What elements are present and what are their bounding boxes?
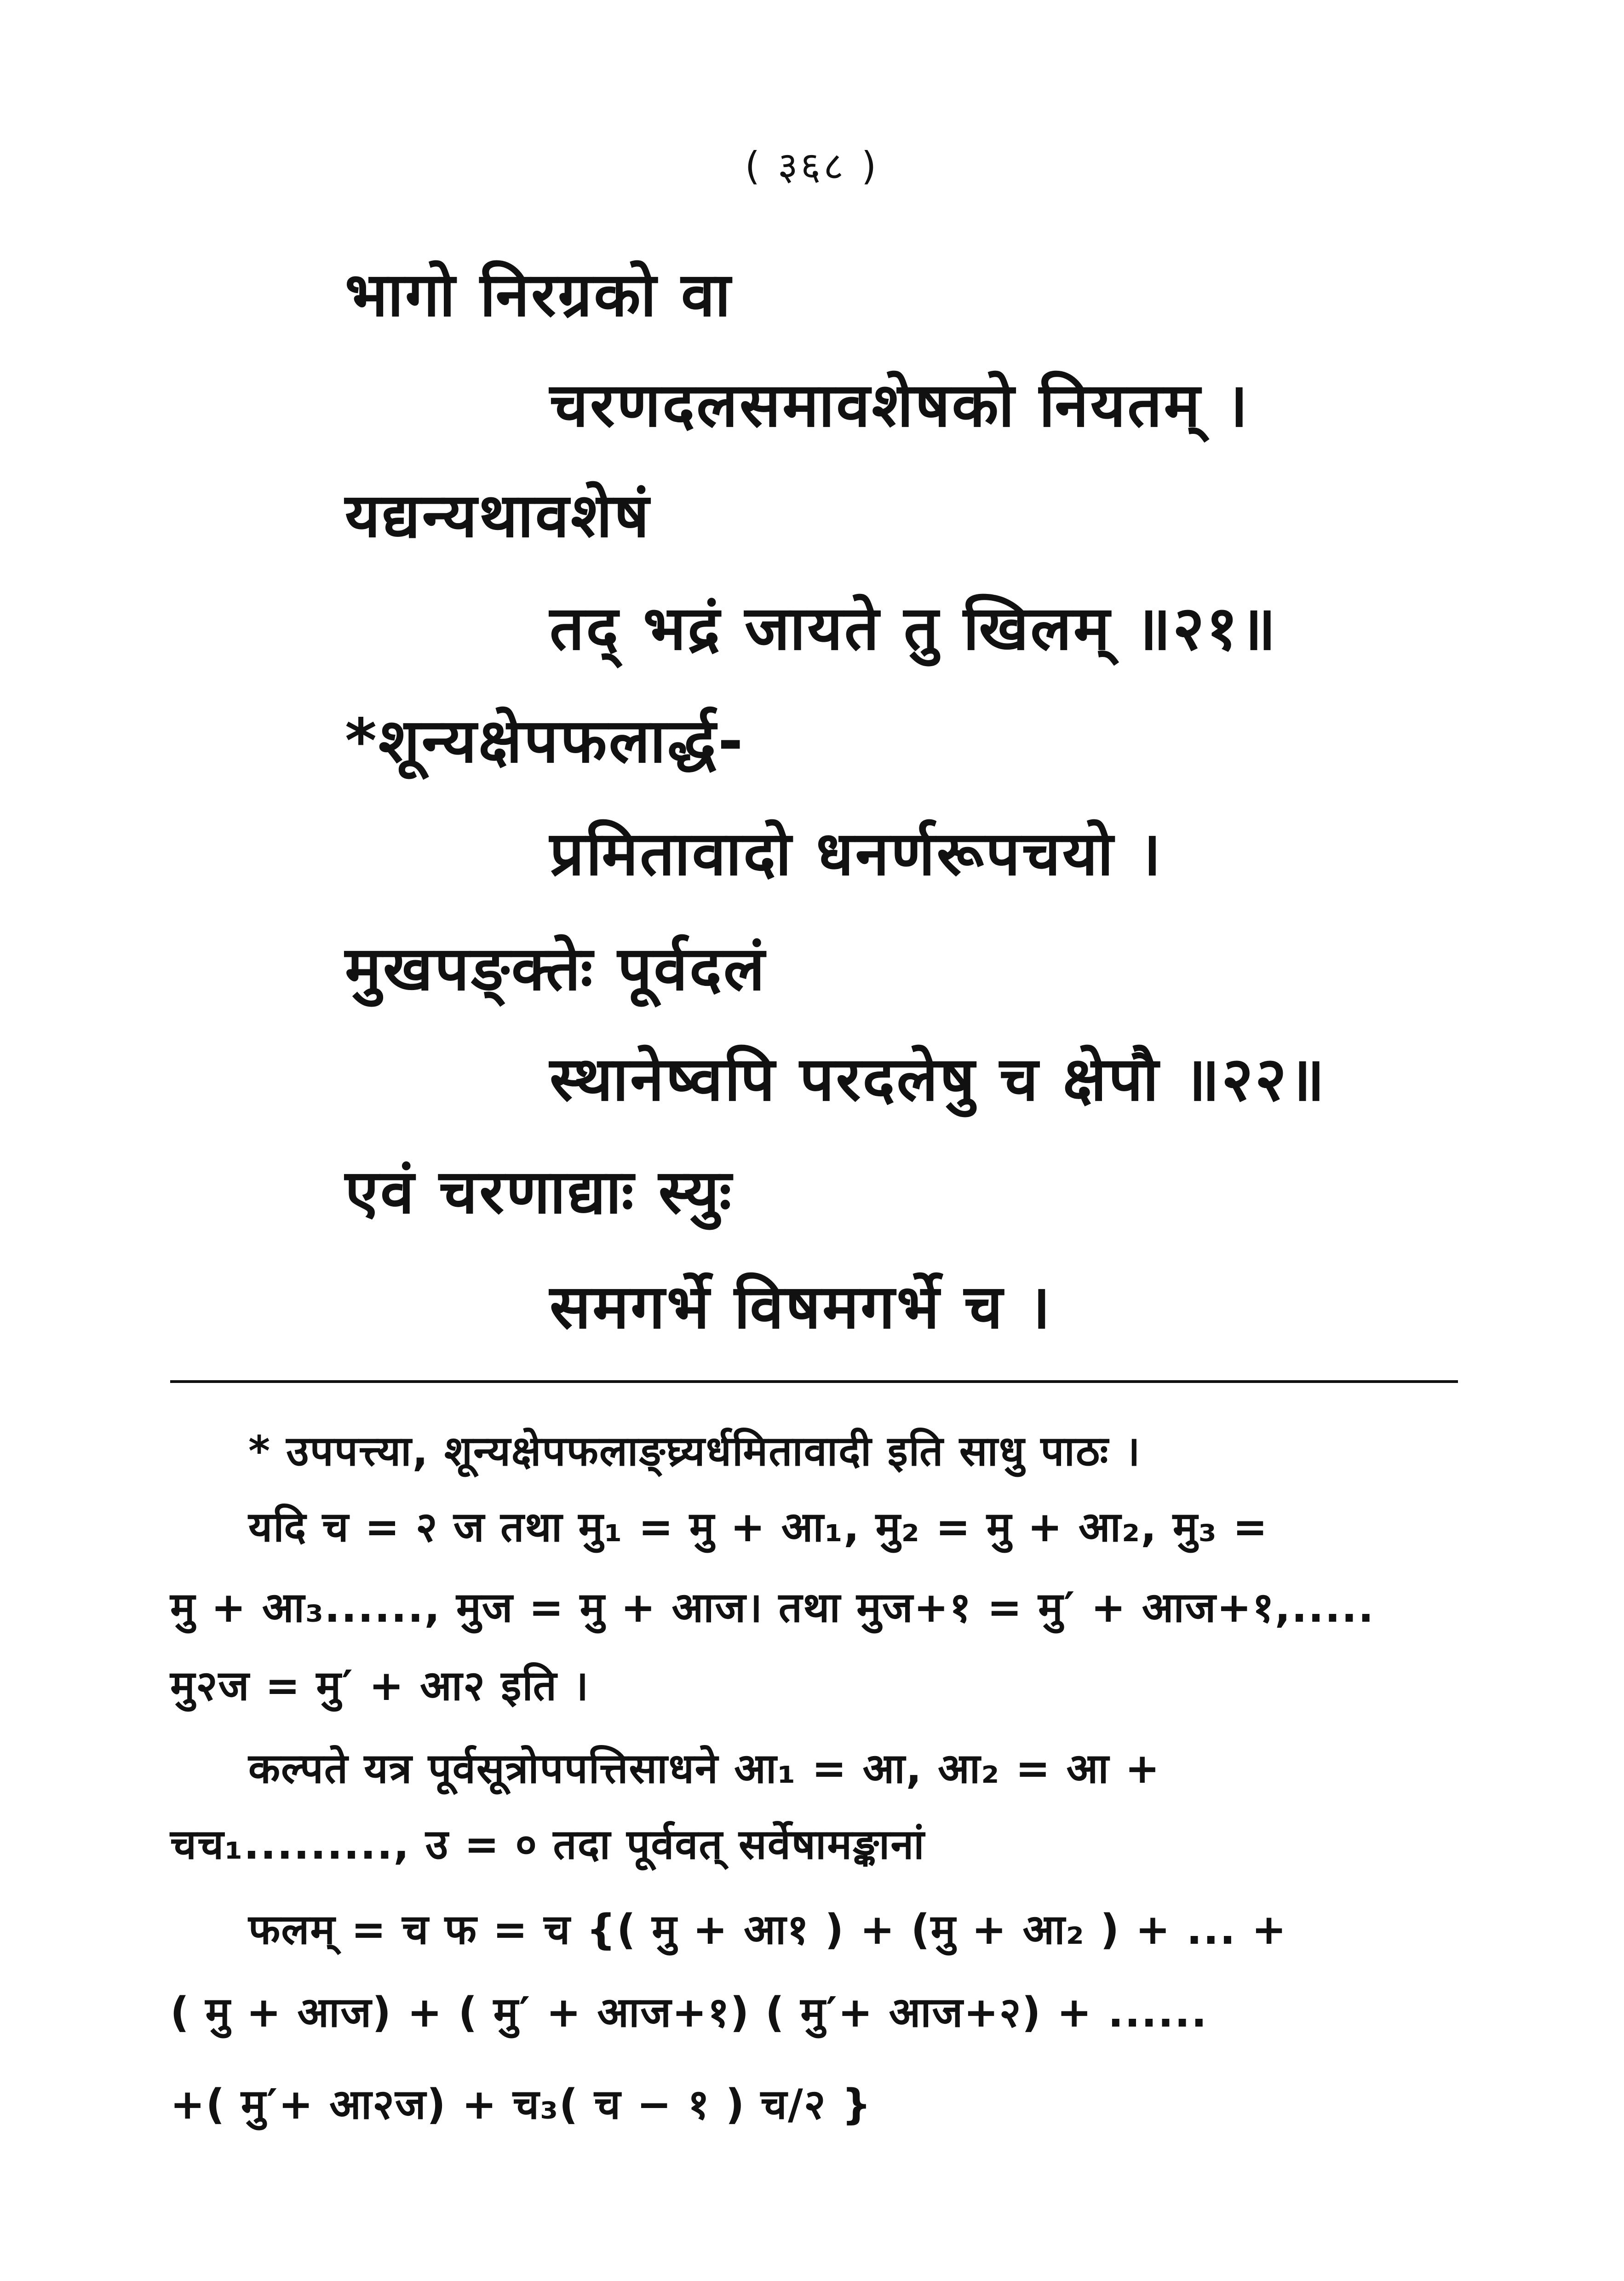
footnote-line: ( मु + आज) + ( मु′ + आज+१) ( मु′+ आज+२) + ......	[170, 1988, 1208, 2037]
verse-line: तद् भद्रं जायते तु खिलम् ॥२१॥	[550, 593, 1278, 664]
footnote-line: यदि च = २ ज तथा मु₁ = मु + आ₁, मु₂ = मु + आ₂, मु₃ =	[248, 1503, 1268, 1551]
footnote-line: +( मु′+ आ२ज) + च₃( च − १ ) च/२ }	[170, 2080, 872, 2129]
verse-line: प्रमितावादो धनर्णरूपचयो ।	[550, 818, 1163, 889]
footnote-line: फलम् = च फ = च {( मु + आ१ ) + (मु + आ₂ ) + ... +	[248, 1906, 1287, 1954]
verse-line: यद्यन्यथावशेषं	[345, 480, 651, 551]
verse-line: स्थानेष्वपि परदलेषु च क्षेपौ ॥२२॥	[550, 1044, 1327, 1115]
verse-line: चरणदलसमावशेषको नियतम् ।	[550, 370, 1250, 441]
verse-line: भागो निरग्रको वा	[345, 259, 733, 330]
verse-line: एवं चरणाद्याः स्युः	[345, 1157, 734, 1227]
verse-line: *शून्यक्षेपफलार्द्ध-	[345, 706, 745, 777]
footnote-divider	[170, 1380, 1458, 1383]
footnote-line: चच₁........., उ = ० तदा पूर्ववत् सर्वेषामङ्कानां	[170, 1820, 925, 1869]
footnote-line: कल्पते यत्र पूर्वसूत्रोपपत्तिसाधने आ₁ = आ, आ₂ = आ +	[248, 1745, 1161, 1793]
verse-line: मुखपङ्क्तेः पूर्वदलं	[345, 933, 767, 1004]
footnote-line: मु२ज = मु′ + आ२ इति ।	[170, 1662, 590, 1710]
footnote-line: मु + आ₃......, मुज = मु + आज। तथा मुज+१ = मु′ + आज+१,.....	[170, 1584, 1375, 1632]
page-number: ( ३६८ )	[745, 144, 879, 189]
footnote-line: * उपपत्त्या, शून्यक्षेपफलाङ्घ्र्यर्धमितावादी इति साधु पाठः ।	[248, 1427, 1141, 1475]
verse-line: समगर्भे विषमगर्भे च ।	[550, 1272, 1052, 1342]
